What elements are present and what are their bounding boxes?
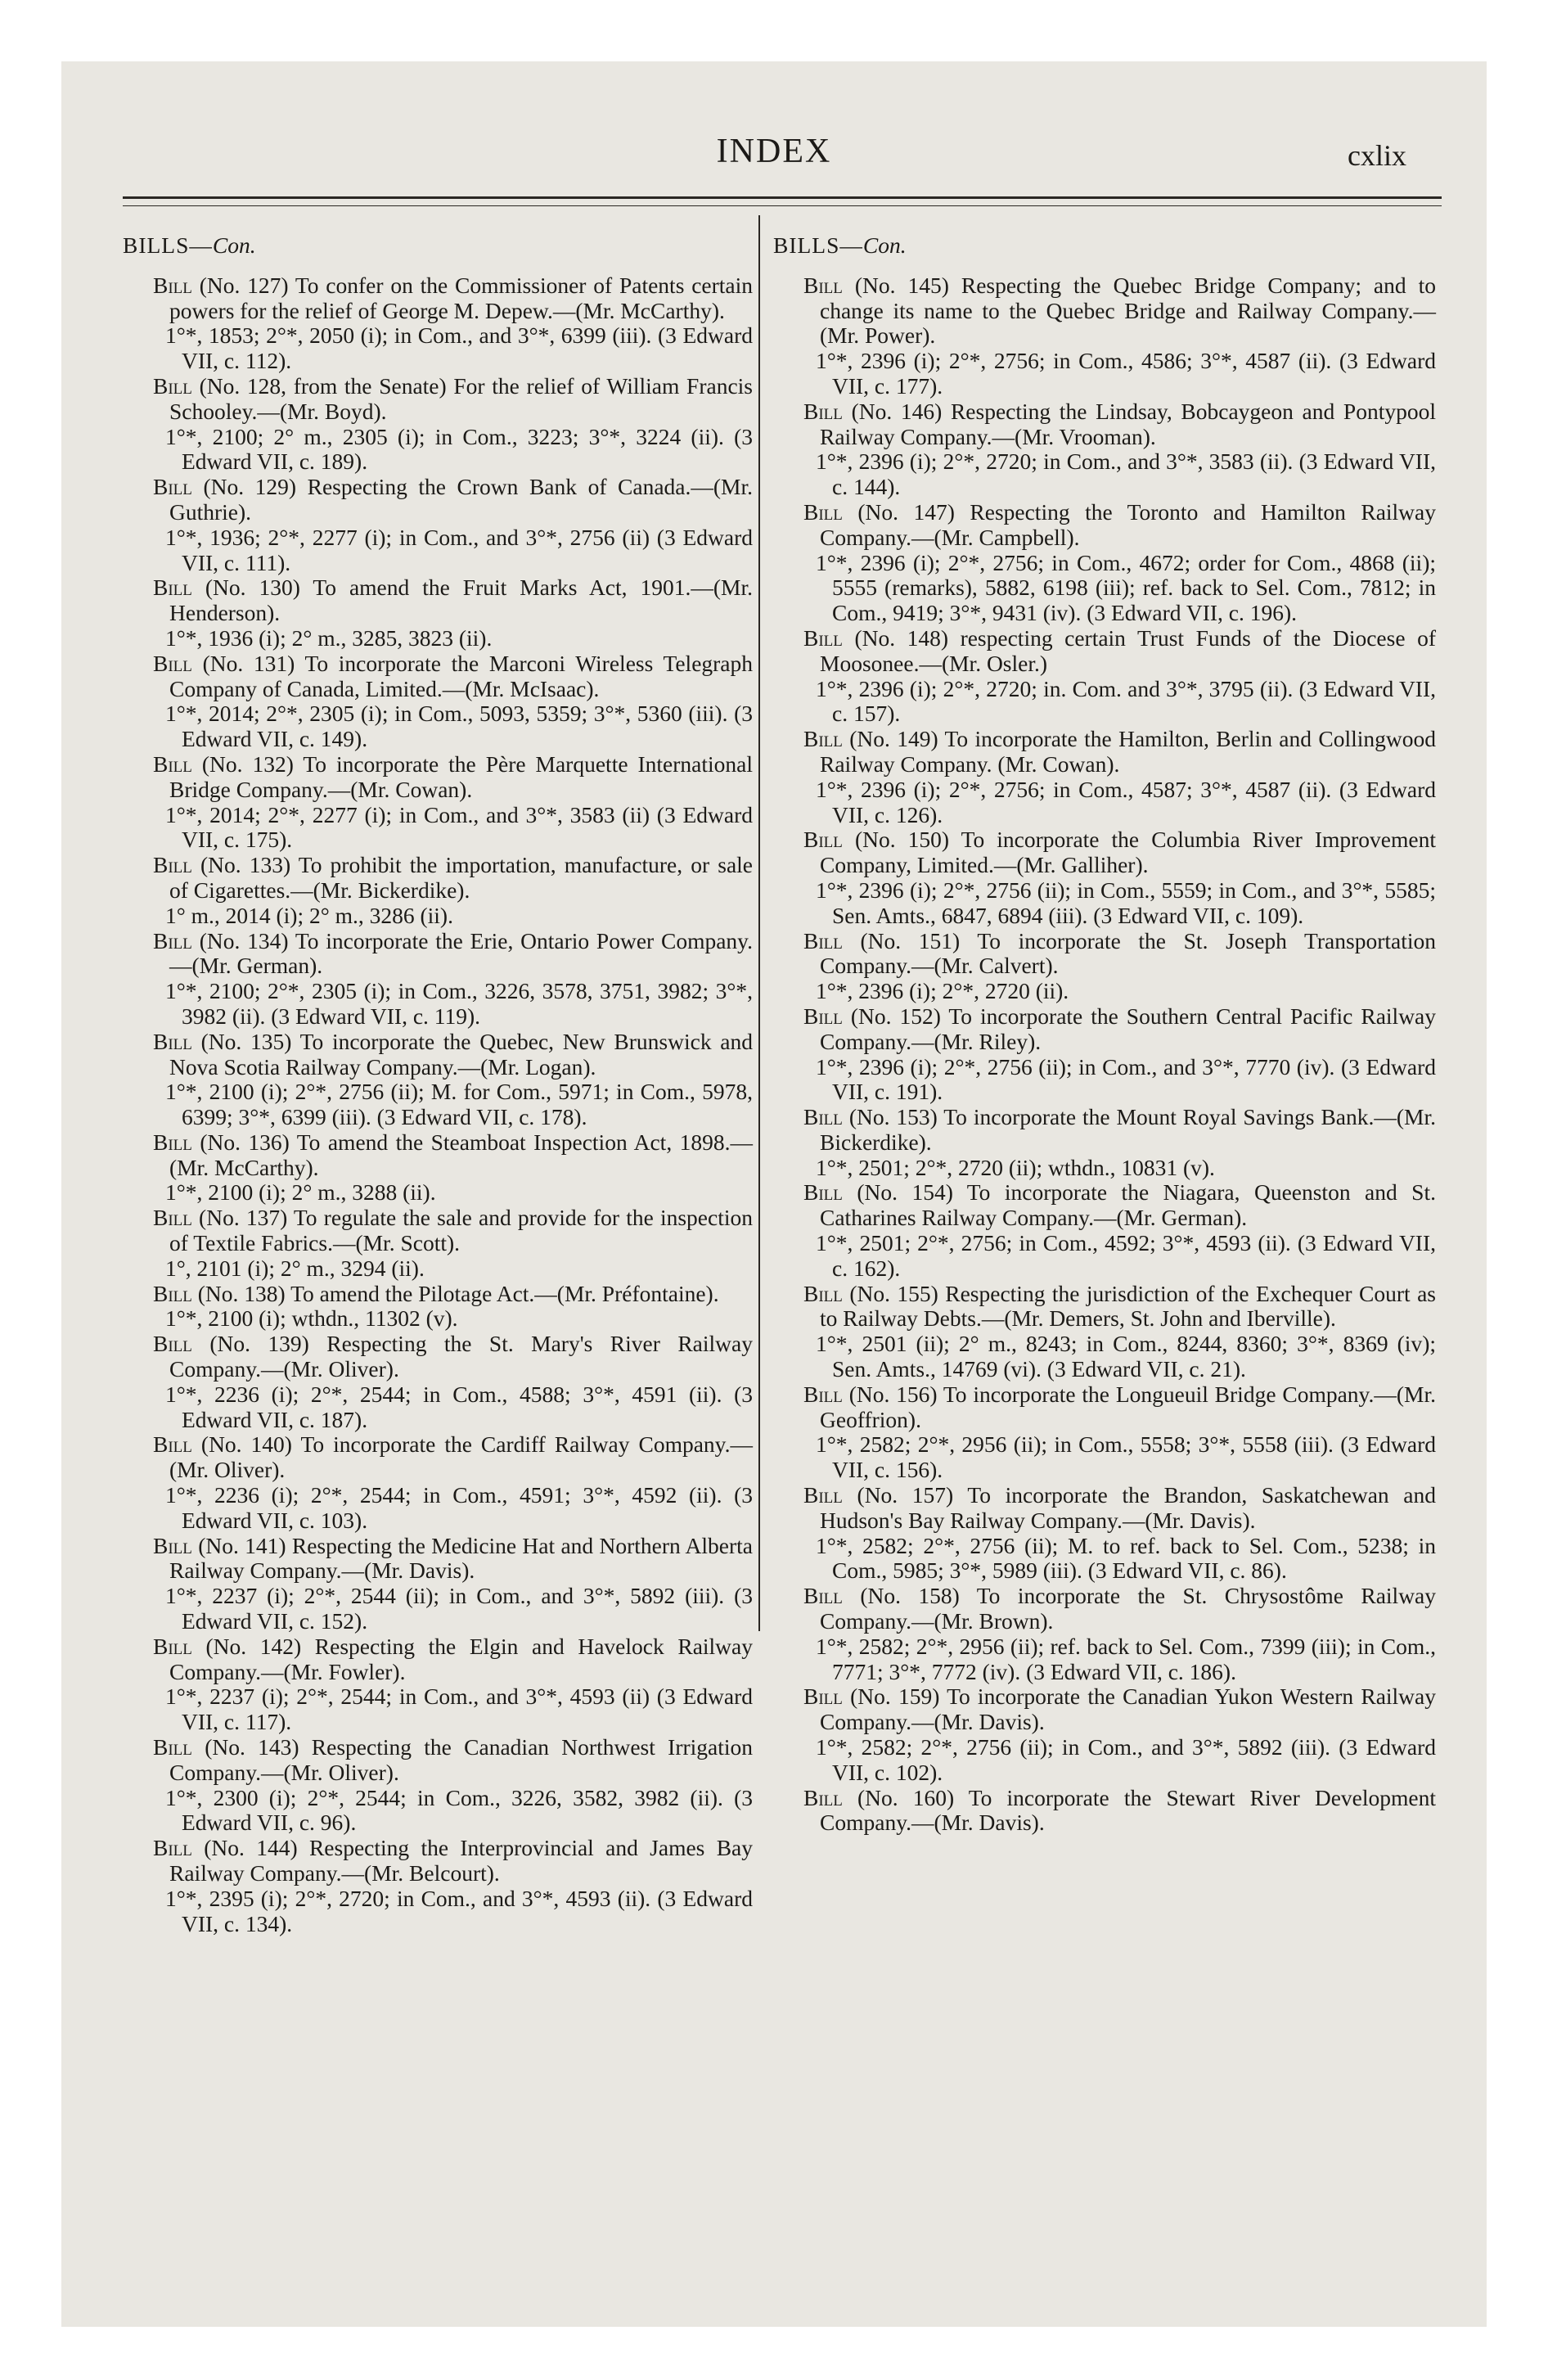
entry-stages: 1°*, 2396 (i); 2°*, 2756 (ii); in Com., and 3°*, 7770 (iv). (3 Edward VII, c. 191). [816,1053,1436,1105]
index-entry [773,1382,1436,1483]
heading-continued: Con. [862,232,907,258]
entry-title-text: (No. 148) respecting certain Trust Funds of the Diocese of Moosonee.—(Mr. Osler.) [820,624,1436,676]
entry-title-text: (No. 127) To confer on the Commissioner of Patents certain powers for the relief of George M. Depew.—(Mr. McCarthy). [169,272,754,323]
entry-title [773,1180,1436,1231]
right-column [773,233,1436,1836]
index-entry [123,273,753,374]
entry-title-text: (No. 152) To incorporate the Southern Central Pacific Railway Company.—(Mr. Riley). [820,1003,1437,1054]
index-entry [773,1282,1436,1382]
entry-title [123,1130,753,1181]
entry-label: Bill [153,1280,192,1306]
entry-title [773,827,1436,878]
entry-stages: 1°*, 2236 (i); 2°*, 2544; in Com., 4591; 3°*, 4592 (ii). (3 Edward VII, c. 103). [165,1482,753,1533]
entry-title-text: (No. 128, from the Senate) For the relief of William Francis Schooley.—(Mr. Boyd). [169,372,754,424]
entry-label: Bill [803,498,843,525]
entry-title-text: (No. 156) To incorporate the Longueuil Bridge Company.—(Mr. Geoffrion). [820,1381,1436,1432]
index-entry [123,1206,753,1281]
index-entry [123,1735,753,1836]
entry-title-text: (No. 135) To incorporate the Quebec, New Brunswick and Nova Scotia Railway Company.—(Mr. Logan). [169,1028,753,1080]
page-number: cxlix [1348,139,1406,172]
index-entry [123,929,753,1030]
entry-title-text: (No. 138) To amend the Pilotage Act.—(Mr. Préfontaine). [197,1280,719,1306]
entry-title-text: (No. 155) Respecting the jurisdiction of the Exchequer Court as to Railway Debts.—(Mr. Demers, St. John and Iberville). [820,1280,1436,1332]
entry-label: Bill [153,1129,192,1155]
entry-title [773,929,1436,980]
index-entry [123,1432,753,1533]
entry-title [773,500,1436,551]
entry-title [123,1030,753,1080]
entry-stages: 1°*, 2395 (i); 2°*, 2720; in Com., and 3°*, 4593 (ii). (3 Edward VII, c. 134). [165,1885,753,1936]
entry-title-text: (No. 146) Respecting the Lindsay, Bobcaygeon and Pontypool Railway Company.—(Mr. Vrooman). [820,398,1437,449]
entry-title-text: (No. 129) Respecting the Crown Bank of Canada.—(Mr. Guthrie). [169,474,753,525]
index-entry [123,374,753,475]
entry-stages: 1°*, 2300 (i); 2°*, 2544; in Com., 3226, 3582, 3982 (ii). (3 Edward VII, c. 96). [165,1784,753,1836]
entry-title [123,374,753,425]
entry-label: Bill [803,398,843,424]
entry-label: Bill [803,1784,843,1810]
index-entry [123,752,753,853]
entry-title-text: (No. 159) To incorporate the Canadian Yukon Western Railway Company.—(Mr. Davis). [820,1684,1436,1735]
entry-title [123,575,753,626]
entry-stages: 1°*, 2396 (i); 2°*, 2756 (ii); in Com., 5559; in Com., and 3°*, 5585; Sen. Amts., 6847, 6894 (iii). (3 Edward VII, c. 109). [816,877,1436,928]
entry-title-text: (No. 144) Respecting the Interprovincial and James Bay Railway Company.—(Mr. Belcourt). [169,1835,754,1886]
column-heading: BILLS—Con. [773,232,907,258]
entry-stages: 1°*, 2582; 2°*, 2956 (ii); in Com., 5558; 3°*, 5558 (iii). (3 Edward VII, c. 156). [816,1431,1436,1483]
index-entry [773,500,1436,626]
entry-stages: 1°*, 2236 (i); 2°*, 2544; in Com., 4588; 3°*, 4591 (ii). (3 Edward VII, c. 187). [165,1381,753,1432]
page-header [61,132,1487,181]
column-heading: BILLS—Con. [123,232,256,258]
entry-label: Bill [803,1583,843,1609]
entry-stages: 1°*, 2237 (i); 2°*, 2544 (ii); in Com., and 3°*, 5892 (iii). (3 Edward VII, c. 152). [165,1583,753,1634]
entry-title-text: (No. 151) To incorporate the St. Joseph Transportation Company.—(Mr. Calvert). [820,927,1436,979]
entry-title-text: (No. 136) To amend the Steamboat Inspection Act, 1898.—(Mr. McCarthy). [169,1129,754,1180]
entry-label: Bill [803,1381,843,1407]
index-entry [773,1105,1436,1180]
entry-stages: 1°*, 2501; 2°*, 2720 (ii); wthdn., 10831 (v). [816,1154,1215,1180]
entry-stages: 1°*, 2396 (i); 2°*, 2756; in Com., 4672; order for Com., 4868 (ii); 5555 (remarks), 5882, 6198 (iii); ref. back to Sel. Com., 7812; in Com., 9419; 3°*, 9431 (iv). (3 Edward VII, c. 196). [816,549,1436,626]
entry-title [773,1282,1436,1332]
entry-label: Bill [153,751,192,777]
index-entry [773,1180,1436,1281]
entry-label: Bill [153,1431,192,1458]
header-rule-thin [123,205,1442,206]
entry-label: Bill [153,474,192,500]
entry-stages: 1°*, 2396 (i); 2°*, 2720 (ii). [816,978,1069,1004]
entry-title [773,1684,1436,1735]
entry-label: Bill [153,1205,192,1231]
entry-title-text: (No. 131) To incorporate the Marconi Wireless Telegraph Company of Canada, Limited.—(Mr. McIsaac). [169,650,754,701]
book-page [61,61,1487,2327]
entry-title-text: (No. 130) To amend the Fruit Marks Act, 1901.—(Mr. Henderson). [169,575,753,626]
entry-title [123,1634,753,1685]
entry-title [123,1206,753,1256]
index-entry [773,1584,1436,1684]
entry-stages: 1°*, 2100; 2°*, 2305 (i); in Com., 3226, 3578, 3751, 3982; 3°*, 3982 (ii). (3 Edward VII, c. 119). [165,978,753,1029]
entry-title [123,1282,753,1307]
entry-label: Bill [803,1104,843,1130]
entry-stages: 1°*, 2396 (i); 2°*, 2720; in. Com. and 3°*, 3795 (ii). (3 Edward VII, c. 157). [816,675,1436,727]
entry-title [773,1105,1436,1156]
index-entry [123,853,753,928]
entry-label: Bill [153,372,192,399]
entry-label: Bill [803,726,843,752]
entry-stages: 1°*, 2100 (i); 2° m., 3288 (ii). [165,1179,436,1206]
entry-title [773,727,1436,778]
entry-title [773,1584,1436,1634]
entry-stages: 1°*, 2237 (i); 2°*, 2544; in Com., and 3°*, 4593 (ii) (3 Edward VII, c. 117). [165,1684,753,1735]
entry-title [123,273,753,324]
entry-label: Bill [153,852,192,878]
entry-title [773,1382,1436,1433]
index-entry [123,1030,753,1130]
entry-stages: 1°*, 2501; 2°*, 2756; in Com., 4592; 3°*, 4593 (ii). (3 Edward VII, c. 162). [816,1230,1436,1281]
entry-title [123,752,753,803]
entry-label: Bill [153,1633,192,1659]
index-entry [773,727,1436,827]
entry-title [773,1004,1436,1055]
index-entry [123,1534,753,1634]
entry-label: Bill [153,1331,192,1357]
index-entry [773,1004,1436,1105]
entry-title [123,1534,753,1584]
index-entry [773,1786,1436,1837]
entry-stages: 1°*, 2582; 2°*, 2756 (ii); in Com., and 3°*, 5892 (iii). (3 Edward VII, c. 102). [816,1734,1436,1785]
entry-title-text: (No. 140) To incorporate the Cardiff Railway Company.—(Mr. Oliver). [169,1431,754,1483]
index-entry [123,1634,753,1735]
entry-title [123,1836,753,1886]
entry-title [773,626,1436,677]
index-entry [123,575,753,651]
entry-title [123,651,753,702]
page-title: INDEX [716,133,832,170]
entry-title-text: (No. 158) To incorporate the St. Chrysostôme Railway Company.—(Mr. Brown). [820,1583,1437,1634]
index-entry [123,1332,753,1432]
entry-label: Bill [153,927,192,953]
entry-title [123,1432,753,1483]
entry-label: Bill [803,1684,843,1710]
entry-stages: 1°*, 1936 (i); 2° m., 3285, 3823 (ii). [165,624,493,651]
entry-title [773,1786,1436,1837]
heading-text: BILLS [773,232,840,258]
entry-label: Bill [803,1003,843,1029]
entry-stages: 1°*, 2501 (ii); 2° m., 8243; in Com., 8244, 8360; 3°*, 8369 (iv); Sen. Amts., 14769 (vi). (3 Edward VII, c. 21). [816,1331,1436,1382]
entry-title-text: (No. 132) To incorporate the Père Marquette International Bridge Company.—(Mr. Cowan). [169,751,753,802]
index-entry [123,651,753,752]
entry-title-text: (No. 147) Respecting the Toronto and Hamilton Railway Company.—(Mr. Campbell). [820,498,1436,550]
entry-label: Bill [803,624,843,651]
entry-title-text: (No. 160) To incorporate the Stewart River Development Company.—(Mr. Davis). [820,1784,1436,1836]
index-entry [773,399,1436,500]
entry-stages: 1°*, 2014; 2°*, 2277 (i); in Com., and 3°*, 3583 (ii) (3 Edward VII, c. 175). [165,801,753,853]
entry-stages: 1°*, 2582; 2°*, 2956 (ii); ref. back to Sel. Com., 7399 (iii); in Com., 7771; 3°*, 7772 (iv). (3 Edward VII, c. 186). [816,1633,1436,1684]
index-entry [123,475,753,575]
entry-title [123,929,753,980]
entry-label: Bill [803,827,843,853]
entry-stages: 1°*, 2100; 2° m., 2305 (i); in Com., 3223; 3°*, 3224 (ii). (3 Edward VII, c. 189). [165,423,753,475]
entry-title [123,1332,753,1382]
index-entry [773,626,1436,727]
index-entry [123,1130,753,1206]
entry-label: Bill [803,272,843,298]
entry-label: Bill [153,1532,192,1558]
entry-title [123,853,753,904]
entry-stages: 1°*, 2014; 2°*, 2305 (i); in Com., 5093, 5359; 3°*, 5360 (iii). (3 Edward VII, c. 149). [165,701,753,752]
entry-title [123,475,753,525]
entry-title-text: (No. 150) To incorporate the Columbia River Improvement Company, Limited.—(Mr. Galliher). [820,827,1436,878]
column-divider [758,215,760,1631]
entry-label: Bill [153,1734,192,1760]
entry-title [773,399,1436,450]
entry-title-text: (No. 143) Respecting the Canadian Northwest Irrigation Company.—(Mr. Oliver). [169,1734,754,1785]
entry-stages: 1°, 2101 (i); 2° m., 3294 (ii). [165,1255,425,1281]
entry-title-text: (No. 133) To prohibit the importation, manufacture, or sale of Cigarettes.—(Mr. Bickerdike). [169,852,753,903]
index-entry [123,1836,753,1936]
entry-title [773,1483,1436,1534]
entry-label: Bill [153,1028,192,1054]
entry-stages: 1°*, 1853; 2°*, 2050 (i); in Com., and 3°*, 6399 (iii). (3 Edward VII, c. 112). [165,322,753,374]
entry-stages: 1°*, 2396 (i); 2°*, 2720; in Com., and 3°*, 3583 (ii). (3 Edward VII, c. 144). [816,449,1436,500]
entry-title-text: (No. 137) To regulate the sale and provide for the inspection of Textile Fabrics.—(Mr. Scott). [169,1205,754,1256]
entry-title-text: (No. 145) Respecting the Quebec Bridge Company; and to change its name to the Quebec Bridge and Railway Company.—(Mr. Power). [820,272,1437,349]
entry-stages: 1°*, 1936; 2°*, 2277 (i); in Com., and 3°*, 2756 (ii) (3 Edward VII, c. 111). [165,524,753,575]
entry-title [123,1735,753,1786]
entry-title-text: (No. 142) Respecting the Elgin and Havelock Railway Company.—(Mr. Fowler). [169,1633,753,1684]
entry-label: Bill [803,1179,843,1206]
entry-stages: 1°*, 2582; 2°*, 2756 (ii); M. to ref. back to Sel. Com., 5238; in Com., 5985; 3°*, 5989 (iii). (3 Edward VII, c. 86). [816,1532,1436,1584]
entry-title-text: (No. 141) Respecting the Medicine Hat and Northern Alberta Railway Company.—(Mr. Davis). [169,1532,753,1584]
entry-label: Bill [153,1835,192,1861]
index-entry [773,273,1436,399]
index-entry [773,1684,1436,1785]
entry-label: Bill [803,927,843,953]
entry-title-text: (No. 139) Respecting the St. Mary's River Railway Company.—(Mr. Oliver). [169,1331,753,1382]
entry-stages: 1°*, 2396 (i); 2°*, 2756; in Com., 4586; 3°*, 4587 (ii). (3 Edward VII, c. 177). [816,348,1436,399]
left-column [123,233,753,1936]
heading-text: BILLS [123,232,190,258]
header-rule-thick [123,196,1442,199]
entry-label: Bill [153,575,192,601]
entry-label: Bill [153,272,192,298]
entry-title-text: (No. 157) To incorporate the Brandon, Saskatchewan and Hudson's Bay Railway Company.—(Mr. Davis). [820,1482,1436,1533]
entry-title [773,273,1436,349]
entry-label: Bill [803,1482,843,1508]
entry-stages: 1°*, 2100 (i); wthdn., 11302 (v). [165,1305,458,1332]
index-entry [773,929,1436,1004]
entry-label: Bill [803,1280,843,1306]
heading-continued: Con. [212,232,256,258]
index-entry [123,1282,753,1332]
entry-title-text: (No. 134) To incorporate the Erie, Ontario Power Company.—(Mr. German). [169,927,754,979]
entry-label: Bill [153,650,192,676]
index-entry [773,827,1436,928]
entry-title-text: (No. 154) To incorporate the Niagara, Queenston and St. Catharines Railway Company.—(Mr. German). [820,1179,1436,1231]
index-entry [773,1483,1436,1584]
entry-title-text: (No. 153) To incorporate the Mount Royal Savings Bank.—(Mr. Bickerdike). [820,1104,1436,1155]
entry-stages: 1°*, 2396 (i); 2°*, 2756; in Com., 4587; 3°*, 4587 (ii). (3 Edward VII, c. 126). [816,776,1436,827]
entry-stages: 1°*, 2100 (i); 2°*, 2756 (ii); M. for Com., 5971; in Com., 5978, 6399; 3°*, 6399 (iii). (3 Edward VII, c. 178). [165,1079,753,1130]
entry-title-text: (No. 149) To incorporate the Hamilton, Berlin and Collingwood Railway Company. (Mr. Cowan). [820,726,1437,777]
entry-stages: 1° m., 2014 (i); 2° m., 3286 (ii). [165,902,453,928]
